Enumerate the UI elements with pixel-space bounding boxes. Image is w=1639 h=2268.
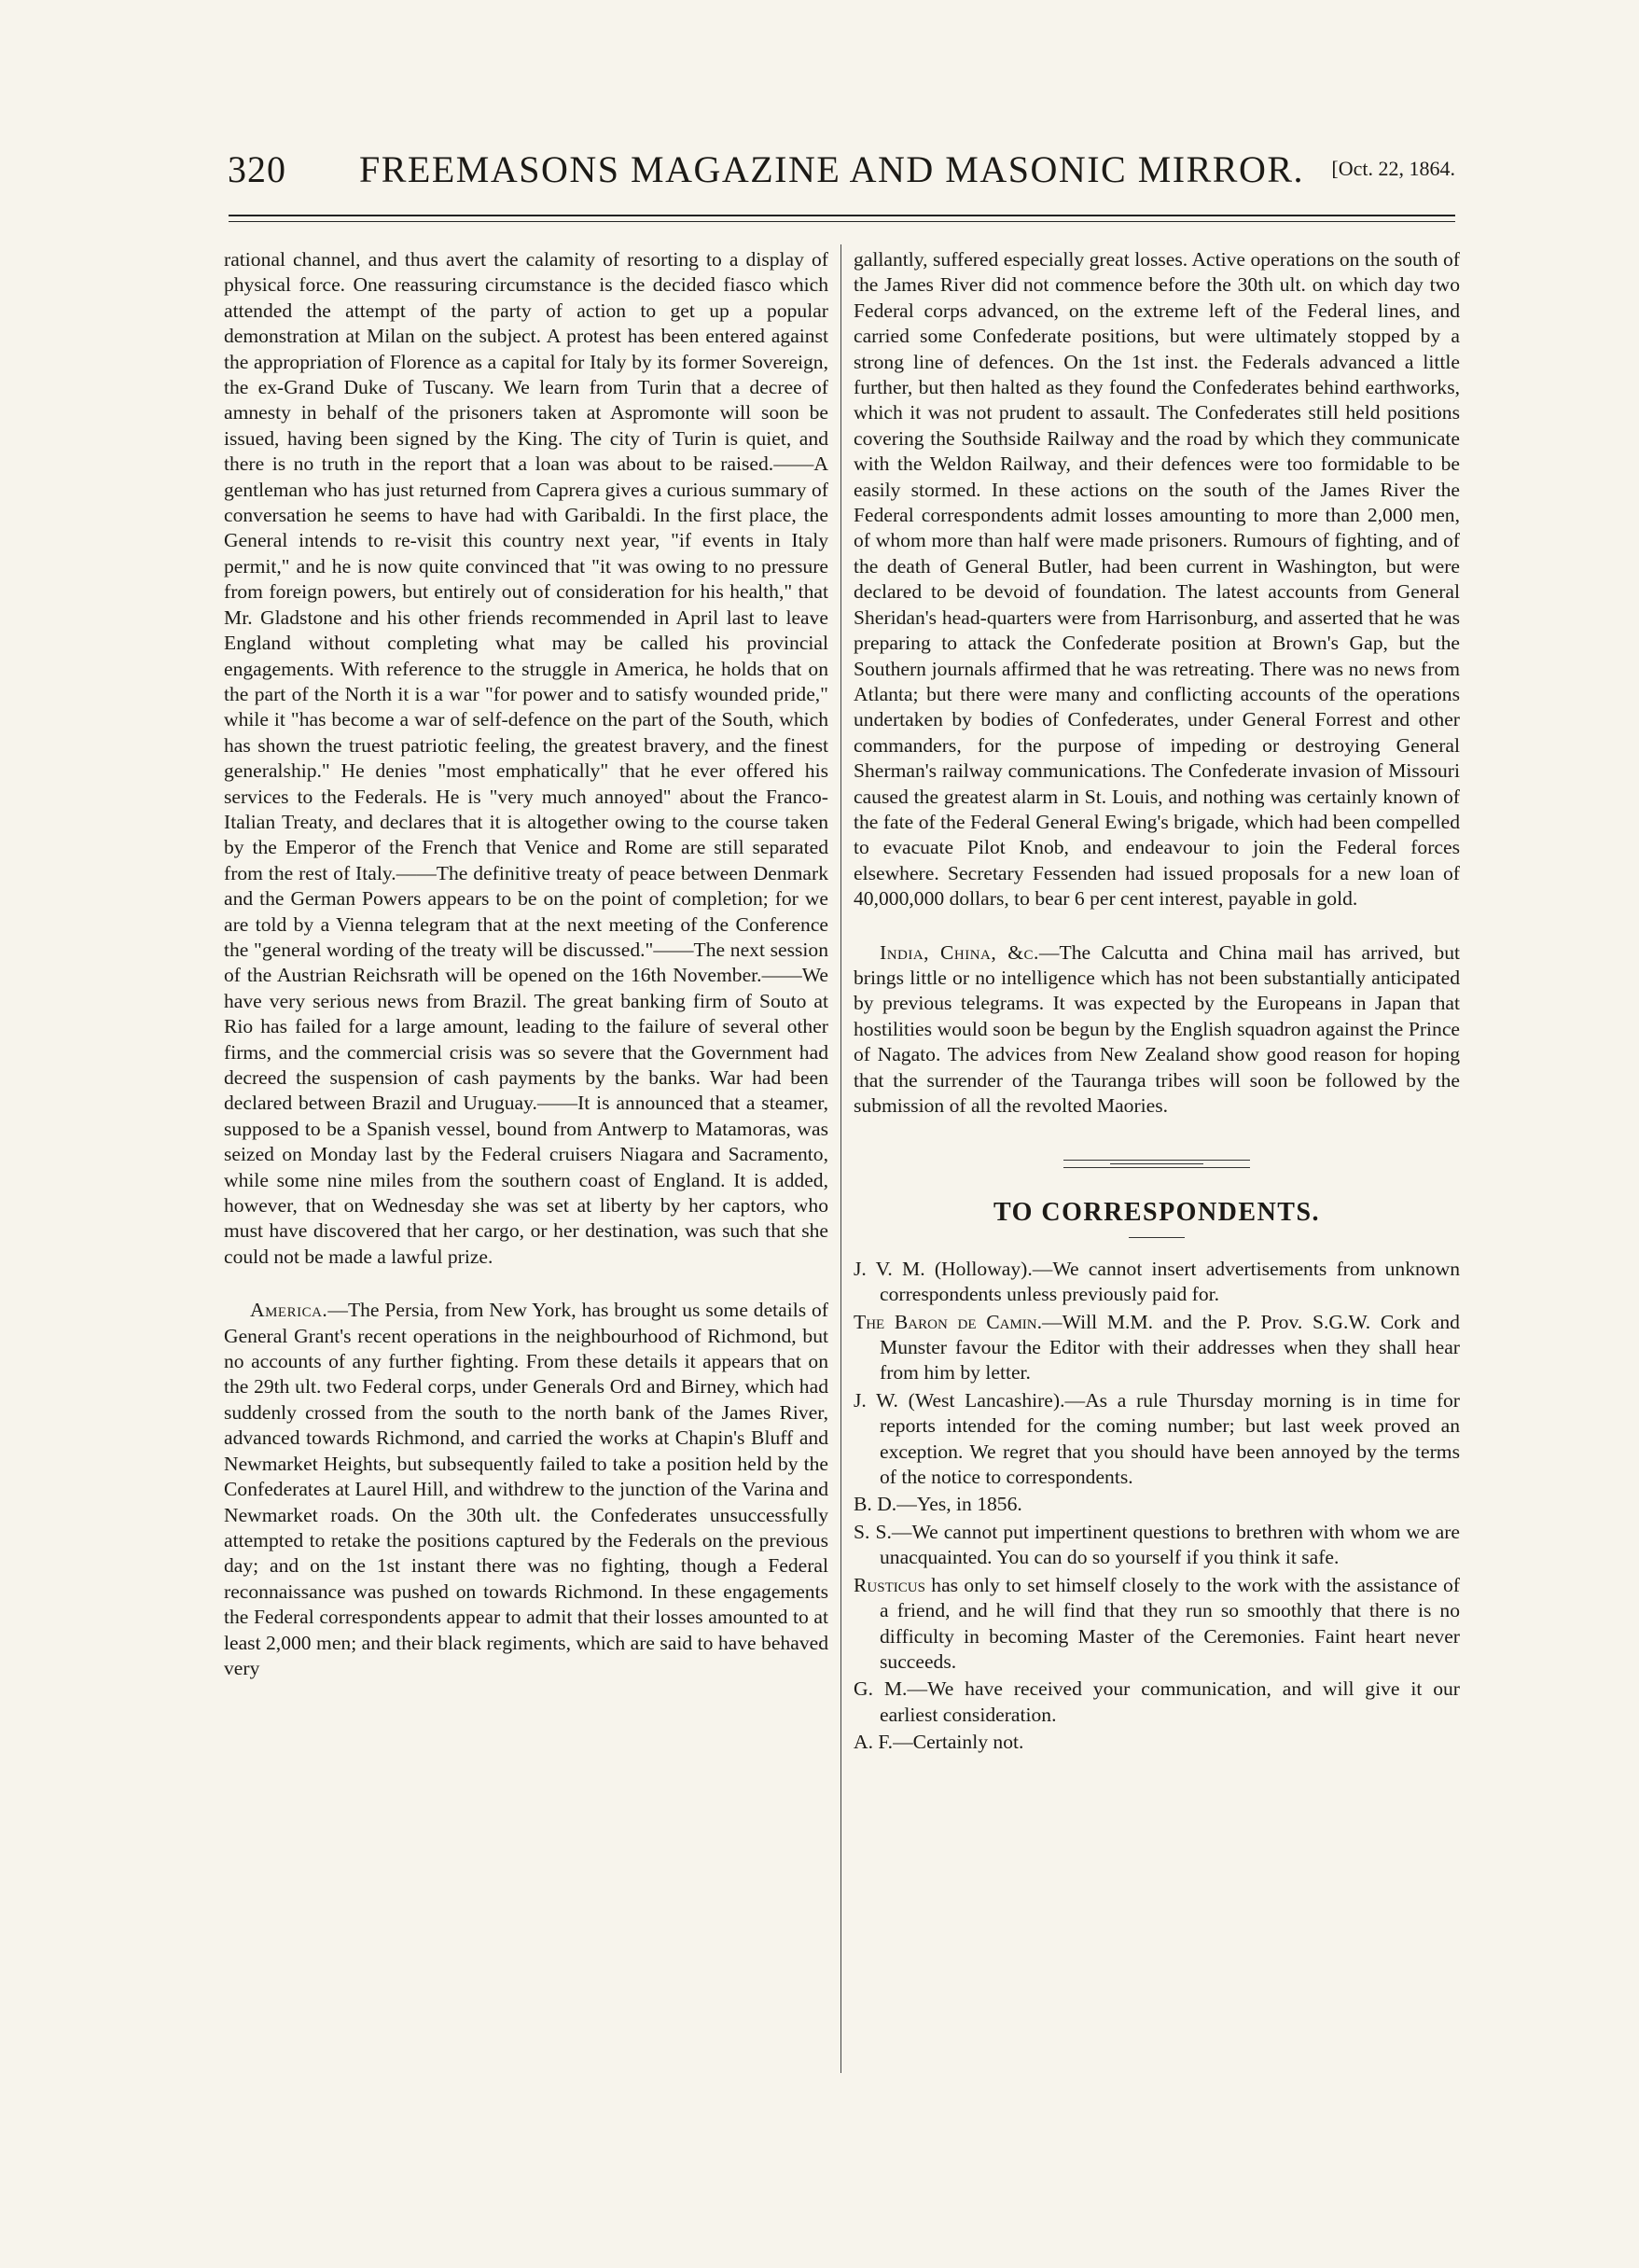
correspondent-entry (854, 1677, 1460, 1728)
correspondent-reply: (Holloway).—We cannot insert advertisements from unknown correspondents unless previously paid for. (880, 1257, 1460, 1306)
foreign-news-paragraph: rational channel, and thus avert the calamity of resorting to a display of physical force. One reassuring circumstance is the decided fiasco which attended the attempt of the party of action to get up a popular demonstration at Milan on the subject. A protest has been entered against the appropriation of Florence as a capital for Italy by its former Sovereign, the ex-Grand Duke of Tuscany. We learn from Turin that a decree of amnesty in behalf of the prisoners taken at Aspromonte will soon be issued, having been signed by the King. The city of Turin is quiet, and there is no truth in the report that a loan was about to be raised.——A gentleman who has just returned from Caprera gives a curious summary of conversation he seems to have had with Garibaldi. In the first place, the General intends to re-visit this country next year, "if events in Italy permit," and he is now quite convinced that "it was owing to no pressure from foreign powers, but entirely out of consideration for his health," that Mr. Gladstone and his other friends recommended in April last to leave England without completing what may be called his provincial engagements. With reference to the struggle in America, he holds that on the part of the North it is a war "for power and to satisfy wounded pride," while it "has become a war of self-defence on the part of the South, which has shown the truest patriotic feeling, the greatest bravery, and the finest generalship." He denies "most emphatically" that he ever offered his services to the Federals. He is "very much annoyed" about the Franco-Italian Treaty, and declares that it is altogether owing to the course taken by the Emperor of the French that Venice and Rome are still separated from the rest of Italy.——The definitive treaty of peace between Denmark and the German Powers appears to be on the point of completion; for we are told by a Vienna telegram that at the next meeting of the Conference the "general wording of the treaty will be discussed."——The next session of the Austrian Reichsrath will be opened on the 16th November.——We have very serious news from Brazil. The great banking firm of Souto at Rio has failed for a large amount, leading to the failure of several other firms, and the commercial crisis was so severe that the Government had decreed the suspension of cash payments by the banks. War had been declared between Brazil and Uruguay.——It is announced that a steamer, supposed to be a Spanish vessel, bound from Antwerp to Matamoras, was seized on Monday last by the Federal cruisers Niagara and Sacramento, while some nine miles from the southern coast of England. It is added, however, that on Wednesday she was set at liberty by her captors, who must have discovered that her cargo, or her destination, was such that she could not be made a lawful prize. (224, 248, 828, 1268)
correspondent-name: S. S. (854, 1520, 892, 1543)
right-column (854, 247, 1460, 1756)
page-number: 320 (228, 148, 286, 190)
masthead-title: FREEMASONS MAGAZINE AND MASONIC MIRROR. (359, 148, 1305, 190)
section-ornament (1063, 1160, 1250, 1168)
correspondent-entry (854, 1492, 1460, 1517)
america-paragraph (224, 1298, 828, 1681)
correspondent-name: A. F. (854, 1731, 894, 1754)
ornament-line (1063, 1167, 1250, 1168)
correspondents-list (854, 1257, 1460, 1756)
correspondent-reply: —We cannot put impertinent questions to brethren with whom we are unacquainted. You can do so yourself if you think it safe. (880, 1520, 1460, 1569)
india-china-paragraph (854, 940, 1460, 1120)
correspondent-entry (854, 1310, 1460, 1386)
correspondent-reply: —Certainly not. (893, 1731, 1024, 1754)
correspondent-name: The Baron de Camin. (854, 1310, 1043, 1333)
correspondent-name: Rusticus (854, 1573, 925, 1596)
america-continued-paragraph: gallantly, suffered especially great losses. Active operations on the south of the James River did not commence before the 30th ult. on which day two Federal corps advanced, on the extreme left of the Federal lines, and carried some Confederate positions, but were ultimately stopped by a strong line of defences. On the 1st inst. the Federals advanced a little further, but then halted as they found the Confederates behind earthworks, which it was not prudent to assault. The Confederates still held positions covering the Southside Railway and the road by which they communicate with the Weldon Railway, and their defences were too formidable to be easily stormed. In these actions on the south of the James River the Federal correspondents admit losses amounting to more than 2,000 men, of whom more than half were made prisoners. Rumours of fighting, and of the death of General Butler, had been current in Washington, but were declared to be devoid of foundation. The latest accounts from General Sheridan's head-quarters were from Harrisonburg, and asserted that he was preparing to attack the Confederate position at Brown's Gap, but the Southern journals affirmed that he was retreating. There was no news from Atlanta; but there were many and conflicting accounts of the operations undertaken by bodies of Confederates, under General Forrest and other commanders, for the purpose of impeding or destroying General Sherman's railway communications. The Confederate invasion of Missouri caused the greatest alarm in St. Louis, and nothing was certainly known of the fate of the Federal General Ewing's brigade, which had been compelled to evacuate Pilot Knob, and endeavour to join the Federal forces elsewhere. Secretary Fessenden had issued proposals for a new loan of 40,000,000 dollars, to bear 6 per cent interest, payable in gold. (854, 248, 1460, 911)
correspondent-entry (854, 1730, 1460, 1755)
india-china-lead: India, China, &c. (880, 940, 1039, 964)
correspondent-name: B. D. (854, 1493, 897, 1516)
correspondent-reply: —We have received your communication, and will give it our earliest consideration. (880, 1677, 1460, 1726)
ornament-line (1063, 1160, 1250, 1161)
india-china-text: —The Calcutta and China mail has arrived, but brings little or no intelligence which has not been substantially anticipated by previous telegrams. It was expected by the Europeans in Japan that hostilities would soon be begun by the English squadron against the Prince of Nagato. The advices from New Zealand show good reason for hoping that the surrender of the Tauranga tribes will soon be followed by the submission of all the revolted Maories. (854, 940, 1461, 1117)
left-column (224, 247, 828, 1681)
ornament-line (1110, 1163, 1203, 1164)
correspondent-reply: —Will M.M. and the P. Prov. S.G.W. Cork and Munster favour the Editor with their addresses when they shall hear from him by letter. (880, 1310, 1460, 1384)
correspondent-reply: —Yes, in 1856. (896, 1493, 1022, 1516)
correspondent-entry (854, 1520, 1460, 1571)
correspondents-heading: TO CORRESPONDENTS. (993, 1198, 1321, 1228)
america-text: —The Persia, from New York, has brought us some details of General Grant's recent operations in the neighbourhood of Richmond, but no accounts of any further fighting. From these details it appears that on the 29th ult. two Federal corps, under Generals Ord and Birney, which had suddenly crossed from the south to the north bank of the James River, advanced towards Richmond, and carried the works at Chapin's Bluff and Newmarket Heights, but subsequently failed to take a position held by the Confederates at Laurel Hill, and withdrew to the junction of the Varina and Newmarket roads. On the 30th ult. the Confederates unsuccessfully attempted to retake the positions captured by the Federals on the previous day; and on the 1st instant there was no fighting, though a Federal reconnaissance was pushed on towards Richmond. In these engagements the Federal correspondents appear to admit that their losses amounted to at least 2,000 men; and their black regiments, which are said to have behaved very (224, 1299, 828, 1679)
correspondent-reply: (West Lancashire).—As a rule Thursday morning is in time for reports intended for the coming number; but last week proved an exception. We regret that you should have been annoyed by the terms of the notice to correspondents. (880, 1388, 1460, 1489)
page-header (224, 140, 1455, 196)
column-divider (840, 244, 841, 2073)
correspondent-name: J. V. M. (854, 1257, 925, 1280)
correspondent-entry (854, 1573, 1460, 1676)
america-lead: America. (250, 1299, 328, 1322)
heading-rule (1129, 1237, 1185, 1238)
header-rule-thin (229, 221, 1455, 222)
correspondent-entry (854, 1257, 1460, 1308)
correspondent-reply: has only to set himself closely to the work with the assistance of a friend, and he will find that they run so smoothly that there is no difficulty in becoming Master of the Ceremonies. Faint heart never succeeds. (880, 1573, 1460, 1673)
correspondent-name: G. M. (854, 1677, 908, 1701)
header-rule (229, 215, 1455, 216)
issue-date: [Oct. 22, 1864. (1331, 157, 1455, 180)
correspondent-entry (854, 1388, 1460, 1491)
correspondent-name: J. W. (854, 1388, 898, 1412)
